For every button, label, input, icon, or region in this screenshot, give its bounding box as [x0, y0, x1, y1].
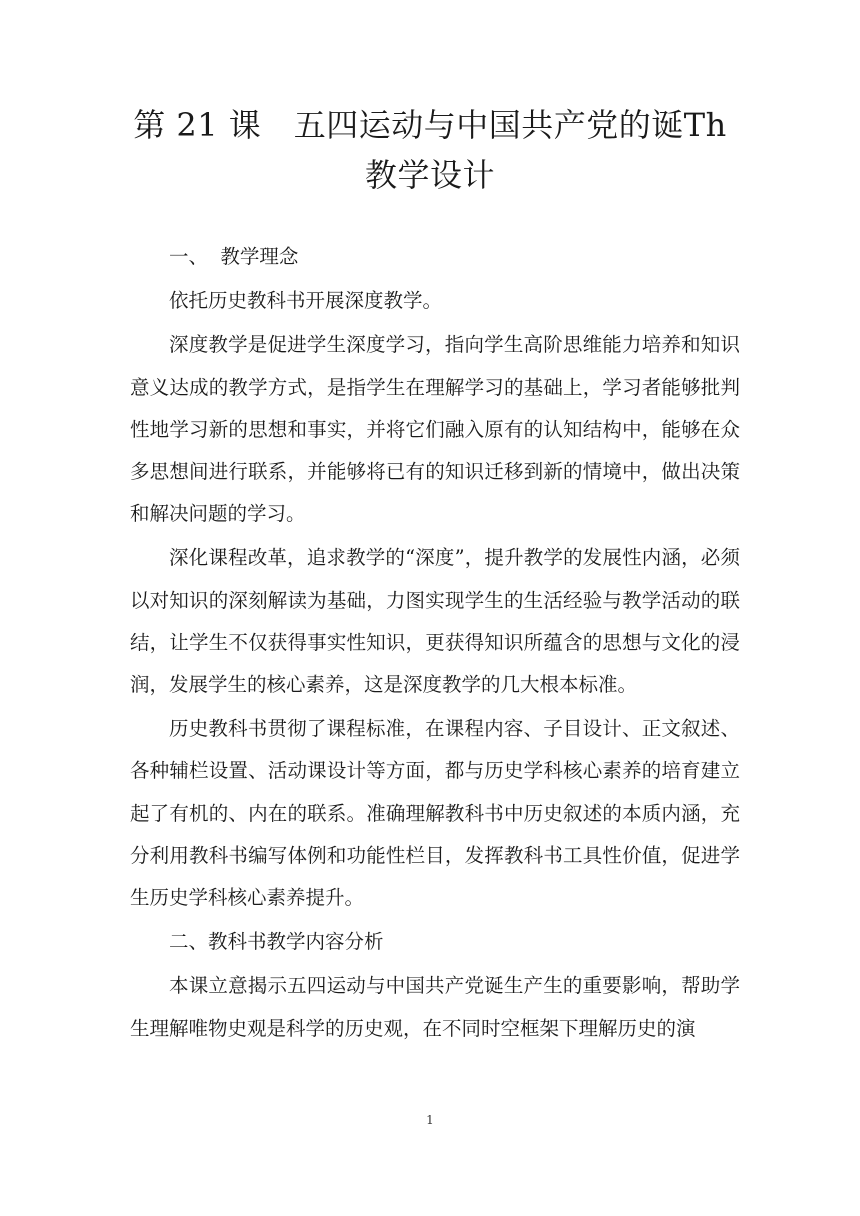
section-heading-teaching-philosophy: 一、 教学理念: [169, 245, 299, 268]
document-body: [130, 236, 740, 1050]
page-number: 1: [426, 1113, 434, 1127]
paragraph: 依托历史教科书开展深度教学。: [169, 289, 443, 313]
title-line-1: 第 21 课 五四运动与中国共产党的诞Th: [133, 106, 727, 144]
document-title: [130, 100, 730, 200]
paragraph: 深化课程改革，追求教学的“深度”，提升教学的发展性内涵，必须以对知识的深刻解读为基础，力图实现学生的生活经验与教学活动的联结，让学生不仅获得事实性知识，更获得知识所蕴含的思想与文化的浸润，发展学生的核心素养，这是深度教学的几大根本标准。: [130, 546, 740, 697]
paragraph: 本课立意揭示五四运动与中国共产党诞生产生的重要影响，帮助学生理解唯物史观是科学的历史观，在不同时空框架下理解历史的演: [130, 974, 740, 1040]
paragraph: 历史教科书贯彻了课程标准，在课程内容、子目设计、正文叙述、各种辅栏设置、活动课设计等方面，都与历史学科核心素养的培育建立起了有机的、内在的联系。准确理解教科书中历史叙述的本质内涵，充分利用教科书编写体例和功能性栏目，发挥教科书工具性价值，促进学生历史学科核心素养提升。: [130, 717, 740, 910]
section-heading-content-analysis: 二、教科书教学内容分析: [169, 930, 384, 954]
paragraph: 深度教学是促进学生深度学习，指向学生高阶思维能力培养和知识意义达成的教学方式，是指学生在理解学习的基础上，学习者能够批判性地学习新的思想和事实，并将它们融入原有的认知结构中，能够在众多思想间进行联系，并能够将已有的知识迁移到新的情境中，做出决策和解决问题的学习。: [130, 333, 740, 526]
title-line-2: 教学设计: [364, 156, 495, 194]
